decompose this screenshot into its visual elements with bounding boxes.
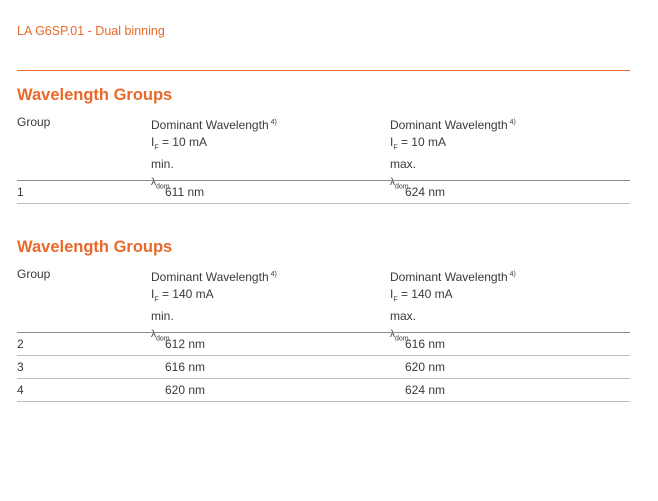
lambda-symbol: λ — [390, 177, 395, 189]
cell-min: 612 nm — [165, 337, 206, 351]
param-name: Dominant Wavelength — [151, 270, 269, 284]
cell-max: 624 nm — [405, 185, 446, 199]
cell-group: 1 — [17, 185, 24, 199]
lambda-symbol: λ — [390, 329, 395, 341]
qualifier: min. — [151, 157, 174, 172]
qualifier: min. — [151, 309, 174, 324]
lambda-subscript: dom — [395, 335, 409, 343]
qualifier: max. — [390, 309, 417, 324]
section-title: Wavelength Groups — [17, 86, 173, 104]
wavelength-groups-table-2 — [17, 236, 630, 402]
footnote-ref: 4) — [270, 119, 277, 126]
current-subscript: F — [393, 296, 398, 304]
cell-max: 620 nm — [405, 360, 446, 374]
header-divider — [17, 70, 630, 71]
cell-max: 624 nm — [405, 383, 446, 397]
lambda-symbol: λ — [151, 329, 156, 341]
current-value: = 140 mA — [400, 287, 453, 301]
footnote-ref: 4) — [509, 119, 516, 126]
lambda-symbol: λ — [151, 177, 156, 189]
current-symbol: I — [390, 135, 394, 149]
document-title: LA G6SP.01 - Dual binning — [17, 24, 165, 38]
current-value: = 10 mA — [161, 135, 207, 149]
cell-group: 4 — [17, 383, 24, 397]
wavelength-groups-table-1 — [17, 84, 630, 204]
lambda-subscript: dom — [156, 335, 170, 343]
table-header — [17, 106, 630, 191]
lambda-subscript: dom — [395, 183, 409, 191]
qualifier: max. — [390, 157, 417, 172]
table-row — [17, 181, 630, 204]
current-subscript: F — [154, 144, 159, 152]
current-symbol: I — [390, 287, 394, 301]
param-name: Dominant Wavelength — [390, 118, 508, 132]
current-symbol: I — [151, 135, 155, 149]
cell-group: 2 — [17, 337, 24, 351]
cell-min: 620 nm — [165, 383, 206, 397]
table-row — [17, 356, 630, 379]
param-name: Dominant Wavelength — [390, 270, 508, 284]
current-symbol: I — [151, 287, 155, 301]
table-row — [17, 379, 630, 402]
cell-max: 616 nm — [405, 337, 446, 351]
column-header-group: Group — [17, 267, 51, 281]
current-subscript: F — [393, 144, 398, 152]
footnote-ref: 4) — [270, 271, 277, 278]
lambda-subscript: dom — [156, 183, 170, 191]
section-title: Wavelength Groups — [17, 238, 173, 256]
column-header-group: Group — [17, 115, 51, 129]
table-row — [17, 333, 630, 356]
cell-group: 3 — [17, 360, 24, 374]
current-value: = 140 mA — [161, 287, 214, 301]
table-header — [17, 258, 630, 343]
current-subscript: F — [154, 296, 159, 304]
cell-min: 611 nm — [165, 185, 205, 199]
cell-min: 616 nm — [165, 360, 206, 374]
param-name: Dominant Wavelength — [151, 118, 269, 132]
footnote-ref: 4) — [509, 271, 516, 278]
current-value: = 10 mA — [400, 135, 446, 149]
